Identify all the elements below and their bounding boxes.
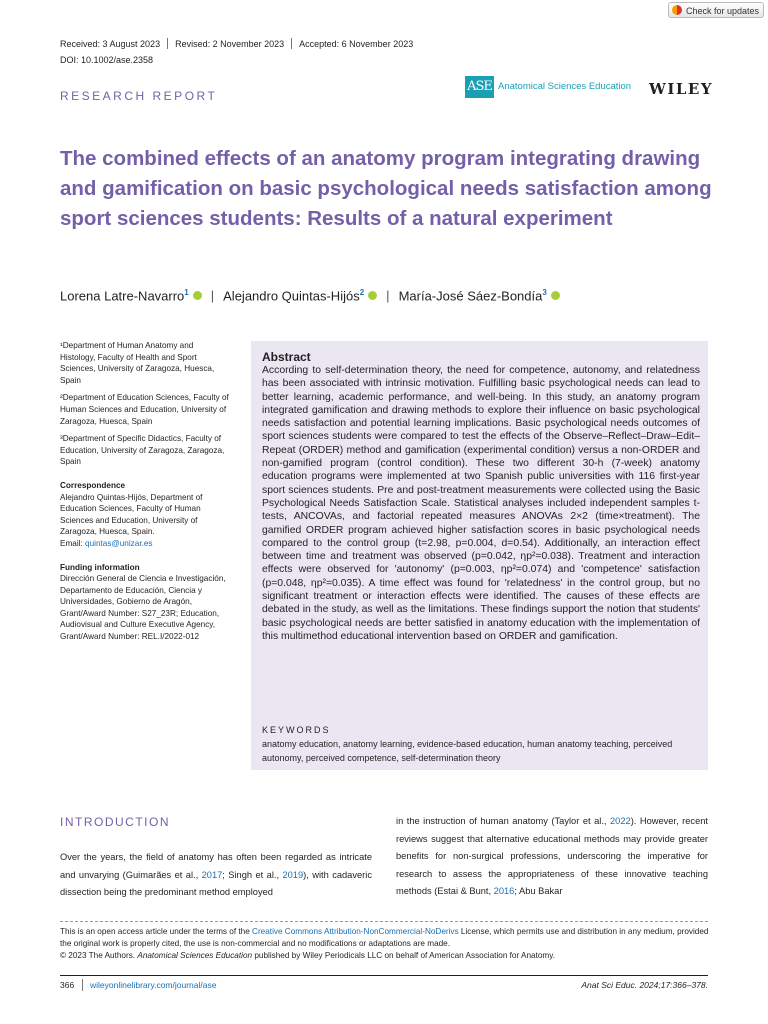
- funding-text: Dirección General de Ciencia e Investigación, Departamento de Educación, Ciencia y Universidades, Gobierno de Aragón, Grant/Award Number: S27_23R; Education, Audiovisual and Culture Executive Agency, Grant/Award Number: REL.I/2022-012: [60, 574, 226, 642]
- article-dates: [60, 38, 413, 50]
- check-for-updates-button[interactable]: Check for updates: [668, 2, 764, 18]
- article-title: The combined effects of an anatomy program integrating drawing and gamification on basic psychological needs satisfaction among sport sciences students: Results of a natural experiment: [60, 147, 712, 230]
- revised-date: Revised: 2 November 2023: [175, 39, 285, 49]
- journal-logo[interactable]: [465, 76, 643, 98]
- abstract-heading: Abstract: [262, 350, 311, 364]
- funding-heading: Funding information: [60, 562, 140, 572]
- ase-logo-icon: ASE: [465, 76, 494, 98]
- footer-divider: [60, 921, 708, 922]
- orcid-icon[interactable]: [551, 291, 560, 300]
- affiliation: ²Department of Education Sciences, Faculty of Human Sciences and Education, University of Zaragoza, Huesca, Spain: [60, 393, 229, 426]
- page-number: 366: [60, 980, 75, 990]
- publisher-logo[interactable]: WILEY: [649, 80, 714, 98]
- affiliation: ³Department of Specific Didactics, Faculty of Education, University of Zaragoza, Zaragoza, Spain: [60, 434, 225, 467]
- license-link[interactable]: Creative Commons Attribution-NonCommercial-NoDerivs: [252, 927, 459, 936]
- abstract-text: According to self-determination theory, the need for competence, autonomy, and relatedness has been associated with intrinsic motivation. Fulfilling basic psychological needs can lead to better learning, academic performance, and well-being. In this study, an anatomy program integrated gamification and drawing methods to explore their influence on basic psychological needs satisfaction and potential learning implications. Basic psychological needs outcomes of sport sciences students were compared to test the effects of the Observe–Reflect–Draw–Edit–Repeat (ORDER) method and gamification (experimental condition) versus a non-ORDER and non-gamified program (control condition). These two different 30-h (7-week) anatomy education programs were implemented at two Spanish public universities with 116 first-year sport sciences students. Pre and post-treatment measurements were collected using the Basic Psychological Needs Satisfaction Scale. Statistical analyses included independent samples t-tests, ANCOVAs, and factorial repeated measures ANOVAs 2×2 (time×treatment). The gamified ORDER program achieved higher satisfaction scores in basic psychological needs compared to the control group (t=2.98, p=0.004, d=0.54). Additionally, an interaction effect between time and treatment was observed (p=0.042, ηp²=0.038). Treatment and interaction effects were observed for 'autonomy' (p=0.003, ηp²=0.074) and 'competence' satisfaction (p=0.048, ηp²=0.035). A time effect was found for 'relatedness' in the control group, but no significant treatment or interaction effects were identified. The causes of these effects are debated in the study, as well as the limitations. These findings support the notion that students' basic psychological needs are better satisfied in anatomy education with the implementation of this multimethod educational intervention based on ORDER and gamification.: [262, 365, 700, 642]
- sidebar-info: [60, 340, 230, 649]
- footer-rule: [60, 975, 708, 976]
- accepted-date: Accepted: 6 November 2023: [299, 39, 414, 49]
- keywords-heading: KEYWORDS: [262, 725, 331, 735]
- email-link[interactable]: quintas@unizar.es: [85, 538, 153, 548]
- article-citation: Anat Sci Educ. 2024;17:366–378.: [581, 980, 708, 990]
- author-separator: |: [210, 288, 215, 304]
- author-affiliation-ref[interactable]: 2: [359, 288, 365, 297]
- introduction-heading: INTRODUCTION: [60, 815, 170, 829]
- citation-link[interactable]: 2019: [282, 869, 304, 880]
- citation-link[interactable]: 2016: [493, 886, 515, 896]
- affiliation: ¹Department of Human Anatomy and Histology, Faculty of Health and Sport Sciences, University of Zaragoza, Huesca, Spain: [60, 341, 215, 385]
- orcid-icon[interactable]: [368, 291, 377, 300]
- author-name[interactable]: Lorena Latre-Navarro: [60, 288, 185, 304]
- author-name[interactable]: María-José Sáez-Bondía: [398, 288, 543, 304]
- author-separator: |: [386, 288, 390, 304]
- footer-separator: [82, 979, 83, 991]
- keywords-text: anatomy education, anatomy learning, evidence-based education, human anatomy teaching, perceived autonomy, perceived competence, self-determination theory: [262, 739, 673, 763]
- body-text-right: in the instruction of human anatomy (Taylor et al., 2022). However, recent reviews suggest that alternative educational methods may provide greater benefits for non-surgical professions, underscoring the imperative for research to assess the appropriateness of these innovative teaching methods (Estai & Bunt, 2016; Abu Bakar: [396, 816, 708, 896]
- author-affiliation-ref[interactable]: 3: [542, 288, 547, 297]
- license-notice: This is an open access article under the terms of the Creative Commons Attribution-NonCommercial-NoDerivs License, which permits use and distribution in any medium, provided the original work is properly cited, the use is non-commercial and no modifications or adaptations are made. © 2023 The Authors. Anatomical Sciences Education published by Wiley Periodicals LLC on behalf of American Association for Anatomy.: [60, 927, 709, 960]
- check-updates-icon: [672, 5, 682, 15]
- correspondence-heading: Correspondence: [60, 480, 126, 490]
- journal-name: Anatomical Sciences Education: [498, 81, 632, 92]
- citation-link[interactable]: 2022: [610, 816, 631, 826]
- body-text-left: Over the years, the field of anatomy has often been regarded as intricate and unvarying (Guimarães et al., 2017; Singh et al., 2019), with cadaveric dissection being the predominant method employed: [60, 852, 372, 897]
- author-list: [60, 288, 560, 303]
- citation-link[interactable]: 2017: [201, 869, 223, 880]
- journal-url[interactable]: wileyonlinelibrary.com/journal/ase: [90, 980, 217, 990]
- correspondence-text: Alejandro Quintas-Hijós, Department of Education Sciences, Faculty of Human Sciences and Education, University of Zaragoza, Huesca, Spain.: [60, 492, 203, 537]
- author-name[interactable]: Alejandro Quintas-Hijós: [223, 288, 360, 304]
- section-label: RESEARCH REPORT: [60, 89, 218, 103]
- correspondence-email: Email: quintas@unizar.es: [60, 538, 153, 548]
- author-affiliation-ref[interactable]: 1: [184, 288, 189, 297]
- doi[interactable]: DOI: 10.1002/ase.2358: [60, 55, 154, 65]
- orcid-icon[interactable]: [193, 291, 202, 300]
- received-date: Received: 3 August 2023: [60, 39, 161, 49]
